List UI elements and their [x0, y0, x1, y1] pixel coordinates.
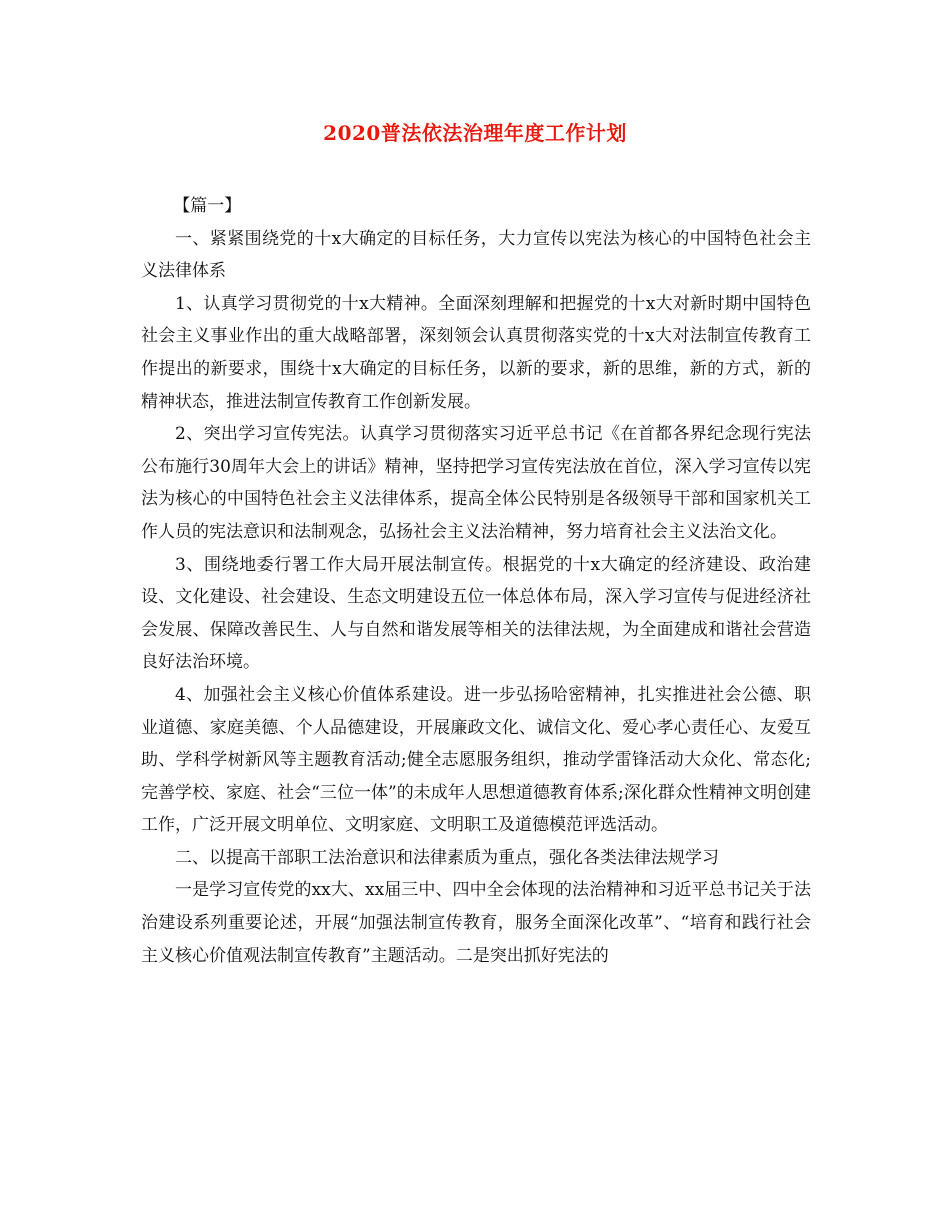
paragraph: 4、加强社会主义核心价值体系建设。进一步弘扬哈密精神，扎实推进社会公德、职业道德、家庭美德、个人品德建设，开展廉政文化、诚信文化、爱心孝心责任心、友爱互助、学科学树新风等主题教育活动;健全志愿服务组织，推动学雷锋活动大众化、常态化;完善学校、家庭、社会“三位一体”的未成年人思想道德教育体系;深化群众性精神文明创建工作，广泛开展文明单位、文明家庭、文明职工及道德模范评选活动。: [141, 684, 811, 836]
paragraph-heading-2: 二、以提高干部职工法治意识和法律素质为重点，强化各类法律法规学习: [175, 847, 719, 868]
paragraph-heading-1: 一、紧紧围绕党的十x大确定的目标任务，大力宣传以宪法为核心的中国特色社会主义法律体系: [141, 228, 811, 282]
document-body: [141, 190, 811, 972]
paragraph: 一是学习宣传党的xx大、xx届三中、四中全会体现的法治精神和习近平总书记关于法治建设系列重要论述，开展“加强法制宣传教育，服务全面深化改革”、“培育和践行社会主义核心价值观法制宣传教育”主题活动。二是突出抓好宪法的: [141, 880, 811, 966]
section-label: 【篇一】: [173, 196, 242, 216]
paragraph: 2、突出学习宣传宪法。认真学习贯彻落实习近平总书记《在首都各界纪念现行宪法公布施行30周年大会上的讲话》精神，坚持把学习宣传宪法放在首位，深入学习宣传以宪法为核心的中国特色社会主义法律体系，提高全体公民特别是各级领导干部和国家机关工作人员的宪法意识和法制观念，弘扬社会主义法治精神，努力培育社会主义法治文化。: [141, 424, 811, 542]
document-title: 2020普法依法治理年度工作计划: [323, 121, 627, 145]
paragraph: 3、围绕地委行署工作大局开展法制宣传。根据党的十x大确定的经济建设、政治建设、文化建设、社会建设、生态文明建设五位一体总体布局，深入学习宣传与促进经济社会发展、保障改善民生、人与自然和谐发展等相关的法律法规，为全面建成和谐社会营造良好法治环境。: [141, 554, 811, 673]
paragraph: 1、认真学习贯彻党的十x大精神。全面深刻理解和把握党的十x大对新时期中国特色社会主义事业作出的重大战略部署，深刻领会认真贯彻落实党的十x大对法制宣传教育工作提出的新要求，围绕十x大确定的目标任务，以新的要求，新的思维，新的方式，新的精神状态，推进法制宣传教育工作创新发展。: [141, 293, 811, 412]
